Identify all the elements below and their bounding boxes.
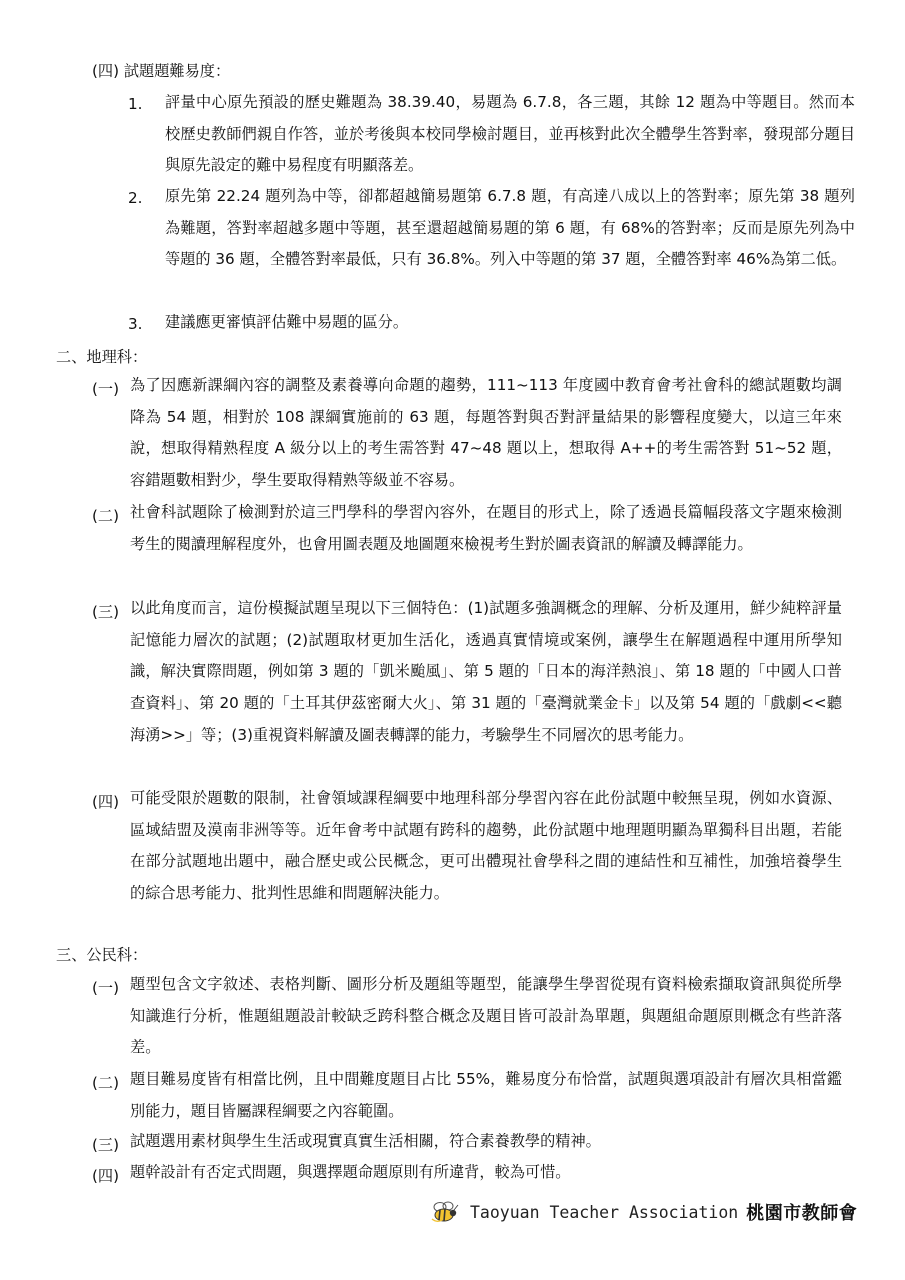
footer-english-name: Taoyuan Teacher Association: [470, 1202, 739, 1222]
paragraph-text: 試題選用素材與學生生活或現實真實生活相關，符合素養教學的精神。: [130, 1132, 601, 1150]
list-item-text: 建議應更審慎評估難中易題的區分。: [165, 313, 408, 331]
paragraph-text: 題幹設計有否定式問題，與選擇題命題原則有所違背，較為可惜。: [130, 1163, 571, 1181]
list-number: 2.: [128, 189, 143, 207]
paragraph-text: 為了因應新課綱內容的調整及素養導向命題的趨勢，111~113 年度國中教育會考社會科的總試題數均調降為 54 題，相對於 108 課綱實施前的 63 題，每題答對與否對評量結果的影響程度變大，以這三年來說，想取得精熟程度 A 級分以上的考生需答對 47~48 題以上，想取得 A++的考生需答對 51~52 題，容錯題數相對少，學生要取得精熟等級並不容易。: [130, 376, 842, 490]
history-subsection-heading: (四) 試題題難易度：: [92, 62, 231, 80]
footer-chinese-name: 桃園市教師會: [746, 1203, 858, 1224]
list-item-text: 原先第 22.24 題列為中等，卻都超越簡易題第 6.7.8 題，有高達八成以上的答對率；原先第 38 題列為難題，答對率超越多題中等題，甚至還超越簡易題的第 6 題，有 68%的答對率；反而是原先列為中等題的 36 題，全體答對率最低，只有 36.8%。列入中等題的第 37 題，全體答對率 46%為第二低。: [165, 187, 855, 268]
item-number: (一): [92, 979, 120, 997]
list-item-text: 評量中心原先預設的歷史難題為 38.39.40，易題為 6.7.8，各三題，其餘 12 題為中等題目。然而本校歷史教師們親自作答，並於考後與本校同學檢討題目，並再核對此次全體學生答對率，發現部分題目與原先設定的難中易程度有明顯落差。: [165, 93, 855, 174]
section-heading-civics: 三、公民科：: [56, 946, 148, 964]
list-number: 1.: [128, 95, 143, 113]
item-number: (三): [92, 1136, 120, 1154]
section-heading-geography: 二、地理科：: [56, 348, 148, 366]
paragraph-text: 可能受限於題數的限制，社會領域課程綱要中地理科部分學習內容在此份試題中較無呈現，例如水資源、區域結盟及漠南非洲等等。近年會考中試題有跨科的趨勢，此份試題中地理題明顯為單獨科目出題，若能在部分試題地出題中，融合歷史或公民概念，更可出體現社會學科之間的連結性和互補性，加強培養學生的綜合思考能力、批判性思維和問題解決能力。: [130, 789, 842, 903]
bee-logo-icon: [428, 1198, 464, 1226]
paragraph-text: 題型包含文字敘述、表格判斷、圖形分析及題組等題型，能讓學生學習從現有資料檢索擷取資訊與從所學知識進行分析，惟題組題設計較缺乏跨科整合概念及題目皆可設計為單題，與題組命題原則概念有些許落差。: [130, 975, 842, 1057]
item-number: (二): [92, 507, 120, 525]
item-number: (四): [92, 1167, 120, 1185]
item-number: (三): [92, 603, 120, 621]
list-number: 3.: [128, 315, 143, 333]
item-number: (二): [92, 1074, 120, 1092]
paragraph-text: 以此角度而言，這份模擬試題呈現以下三個特色：(1)試題多強調概念的理解、分析及運用，鮮少純粹評量記憶能力層次的試題；(2)試題取材更加生活化，透過真實情境或案例，讓學生在解題過程中運用所學知識，解決實際問題，例如第 3 題的「凱米颱風」、第 5 題的「日本的海洋熱浪」、第 18 題的「中國人口普查資料」、第 20 題的「土耳其伊茲密爾大火」、第 31 題的「臺灣就業金卡」以及第 54 題的「戲劇<<聽海湧>>」等；(3)重視資料解讀及圖表轉譯的能力，考驗學生不同層次的思考能力。: [130, 599, 842, 744]
paragraph-text: 題目難易度皆有相當比例，且中間難度題目占比 55%，難易度分布恰當，試題與選項設計有層次具相當鑑別能力，題目皆屬課程綱要之內容範圍。: [130, 1070, 842, 1120]
item-number: (一): [92, 380, 120, 398]
item-number: (四): [92, 793, 120, 811]
footer: [428, 1197, 858, 1227]
paragraph-text: 社會科試題除了檢測對於這三門學科的學習內容外，在題目的形式上，除了透過長篇幅段落文字題來檢測考生的閱讀理解程度外，也會用圖表題及地圖題來檢視考生對於圖表資訊的解讀及轉譯能力。: [130, 503, 842, 553]
